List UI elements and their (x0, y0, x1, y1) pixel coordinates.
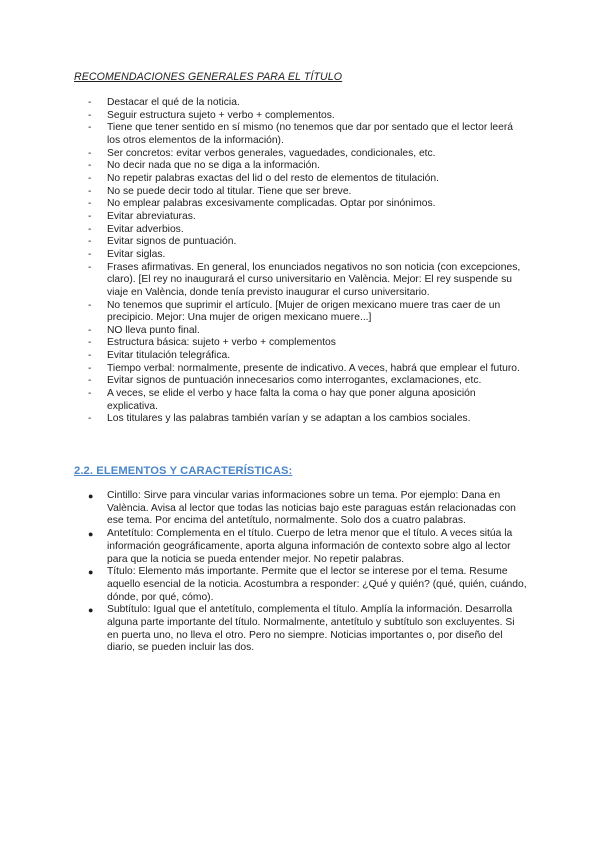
bullet-marker: ● (88, 605, 94, 616)
dash-marker: - (88, 375, 92, 387)
bullet-marker: ● (88, 491, 94, 501)
recommendations-list (88, 97, 528, 426)
dash-marker: - (88, 261, 92, 273)
elements-list (88, 490, 528, 655)
list-item (88, 224, 528, 237)
dash-marker: - (88, 147, 92, 159)
list-item-text: Los titulares y las palabras también varían y se adaptan a los cambios sociales. (107, 413, 471, 425)
list-item (88, 262, 528, 300)
list-item-text: No decir nada que no se diga a la información. (107, 160, 320, 172)
heading-recommendations: RECOMENDACIONES GENERALES PARA EL TÍTULO (74, 71, 343, 83)
list-item (88, 236, 528, 249)
list-item (88, 388, 528, 413)
list-item-text: Subtítulo: Igual que el antetítulo, complementa el título. Amplía la información. Desarrolla alguna parte importante del título. Normalmente, antetítulo y subtítulo son excluyentes. Si en puerta uno, no lleva el otro. Pero no siempre. Noticias importantes o, por diseño del diario, se pueden incluir las dos. (107, 604, 515, 654)
list-item-text: Frases afirmativas. En general, los enunciados negativos no son noticia (con excepciones, claro). [El rey no inaugurará el curso universitario en València. Mejor: El rey suspende su viaje en València, donde tenía previsto inaugurar el curso universitario. (107, 261, 521, 298)
list-item-text: NO lleva punto final. (107, 324, 200, 336)
list-item-text: Tiene que tener sentido en sí mismo (no tenemos que dar por sentado que el lector leerá los otros elementos de la información). (107, 122, 514, 146)
list-item (88, 604, 528, 655)
list-item (88, 198, 528, 211)
list-item-text: Evitar titulación telegráfica. (107, 350, 231, 362)
list-item-text: Evitar abreviaturas. (107, 210, 196, 222)
dash-marker: - (88, 223, 92, 235)
dash-marker: - (88, 122, 92, 134)
list-item (88, 249, 528, 262)
dash-marker: - (88, 350, 92, 362)
list-item-text: Tiempo verbal: normalmente, presente de indicativo. A veces, habrá que emplear el futuro. (107, 362, 520, 374)
list-item (88, 160, 528, 173)
dash-marker: - (88, 413, 92, 425)
bullet-marker: ● (88, 529, 94, 540)
dash-marker: - (88, 299, 92, 311)
list-item-text: Ser concretos: evitar verbos generales, vaguedades, condicionales, etc. (107, 147, 436, 159)
list-item-text: Evitar signos de puntuación innecesarios como interrogantes, exclamaciones, etc. (107, 375, 482, 387)
list-item (88, 211, 528, 224)
list-item (88, 110, 528, 123)
dash-marker: - (88, 324, 92, 336)
list-item (88, 528, 528, 566)
list-item (88, 490, 528, 528)
list-item-text: Antetítulo: Complementa en el título. Cuerpo de letra menor que el título. A veces sitúa la información geográficamente, aporta alguna información de contexto sobre algo al lector para que la noticia se pueda entender mejor. No repetir palabras. (107, 528, 513, 565)
dash-marker: - (88, 109, 92, 121)
list-item (88, 337, 528, 350)
list-item (88, 363, 528, 376)
list-item (88, 350, 528, 363)
dash-marker: - (88, 172, 92, 184)
dash-marker: - (88, 160, 92, 172)
dash-marker: - (88, 210, 92, 222)
list-item (88, 97, 528, 110)
section-title-elements: 2.2. ELEMENTOS Y CARACTERÍSTICAS: (74, 465, 293, 477)
list-item (88, 325, 528, 338)
list-item (88, 566, 528, 604)
list-item (88, 173, 528, 186)
list-item (88, 186, 528, 199)
list-item-text: Evitar siglas. (107, 248, 166, 260)
dash-marker: - (88, 198, 92, 210)
dash-marker: - (88, 388, 92, 400)
bullet-marker: ● (88, 567, 94, 578)
list-item-text: No se puede decir todo al titular. Tiene que ser breve. (107, 185, 352, 197)
list-item-text: No emplear palabras excesivamente complicadas. Optar por sinónimos. (107, 198, 436, 210)
list-item-text: A veces, se elide el verbo y hace falta la coma o hay que poner alguna aposición explicativa. (107, 388, 476, 412)
list-item-text: Estructura básica: sujeto + verbo + complementos (107, 337, 336, 349)
list-item-text: Título: Elemento más importante. Permite que el lector se interese por el tema. Resume aquello esencial de la noticia. Acostumbra a responder: ¿Qué y quién? (qué, quién, cuándo, dónde, por qué, cómo). (107, 566, 527, 603)
list-item-text: No tenemos que suprimir el artículo. [Mujer de origen mexicano muere tras caer de un precipicio. Mejor: Una mujer de origen mexicano muere...] (107, 299, 501, 324)
list-item (88, 375, 528, 388)
dash-marker: - (88, 185, 92, 197)
dash-marker: - (88, 248, 92, 260)
list-item-text: No repetir palabras exactas del lid o del resto de elementos de titulación. (107, 172, 439, 184)
list-item-text: Evitar signos de puntuación. (107, 236, 237, 248)
dash-marker: - (88, 97, 92, 108)
list-item-text: Evitar adverbios. (107, 223, 184, 235)
dash-marker: - (88, 362, 92, 374)
list-item (88, 122, 528, 147)
dash-marker: - (88, 337, 92, 349)
list-item (88, 300, 528, 325)
list-item (88, 413, 528, 426)
list-item-text: Seguir estructura sujeto + verbo + complementos. (107, 109, 335, 121)
list-item-text: Cintillo: Sirve para vincular varias informaciones sobre un tema. Por ejemplo: Dana en València. Avisa al lector que todas las noticias bajo este paraguas están relacionadas con ese tema. Por encima del antetítulo, normalmente. Solo dos a cuatro palabras. (107, 490, 516, 527)
dash-marker: - (88, 236, 92, 248)
list-item (88, 148, 528, 161)
list-item-text: Destacar el qué de la noticia. (107, 97, 240, 108)
